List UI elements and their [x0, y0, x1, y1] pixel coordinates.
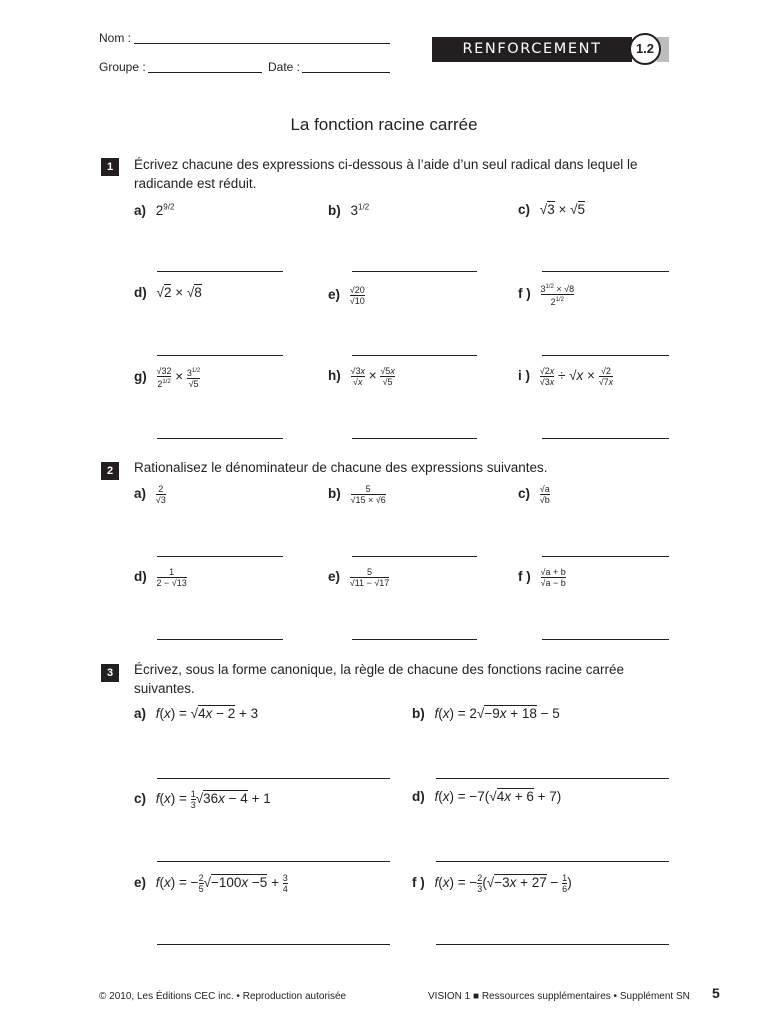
q2-e-expr: $\frac{5}{√11 - √17}$: [349, 567, 390, 588]
q1-b-label: b): [328, 202, 341, 218]
q1-item-e: [328, 285, 365, 306]
q1-item-c: [518, 202, 585, 217]
page-number: 5: [712, 985, 720, 1001]
q1-item-g: [134, 366, 200, 389]
q2-f-expr: $\frac{√a + b}{√a - b}$: [540, 567, 566, 588]
q1-g-expr: $\frac{√32}{2^{1/2}}$ × $\frac{3^{1/2}}{√5}$: [156, 366, 201, 389]
q2-item-a: [134, 484, 166, 505]
q1-c-expr: √3 × √5: [539, 202, 586, 217]
q3-b-answer-line[interactable]: [436, 778, 669, 779]
q1-d-expr: √2 × √8: [156, 285, 202, 300]
q1-e-label: e): [328, 287, 341, 303]
question-3-number: 3: [101, 664, 119, 682]
q1-c-answer-line[interactable]: [542, 271, 669, 272]
badge-number: 1.2: [629, 33, 661, 65]
q1-e-expr: $\frac{√20}{√10}$: [349, 285, 365, 306]
q1-g-label: g): [134, 369, 147, 385]
q3-item-f: [412, 873, 572, 894]
q3-item-b: [412, 706, 560, 721]
q2-d-answer-line[interactable]: [157, 639, 283, 640]
q3-d-answer-line[interactable]: [436, 861, 669, 862]
q1-b-expr: $3^{1/2}$: [350, 202, 370, 218]
q2-item-f: [518, 567, 566, 588]
q1-f-label: f ): [518, 286, 531, 302]
q1-f-answer-line[interactable]: [542, 355, 669, 356]
q1-d-answer-line[interactable]: [157, 355, 283, 356]
q3-d-expr: f(x) = −7(√4x + 6 + 7): [434, 789, 562, 804]
q2-a-answer-line[interactable]: [157, 556, 283, 557]
q1-item-d: [134, 285, 202, 300]
page-title: La fonction racine carrée: [290, 115, 478, 134]
q3-c-label: c): [134, 791, 147, 807]
q2-e-answer-line[interactable]: [352, 639, 477, 640]
question-2-number: 2: [101, 462, 119, 480]
q3-e-answer-line[interactable]: [157, 944, 390, 945]
q2-item-b: [328, 484, 386, 505]
q1-item-a: [134, 202, 174, 218]
q3-c-answer-line[interactable]: [157, 861, 390, 862]
q2-a-label: a): [134, 486, 147, 502]
q1-item-f: [518, 282, 574, 307]
q1-e-answer-line[interactable]: [352, 355, 477, 356]
q3-a-label: a): [134, 706, 147, 721]
groupe-field-line[interactable]: [148, 72, 262, 73]
q2-e-label: e): [328, 569, 341, 585]
question-2-text: Rationalisez le dénominateur de chacune des expressions suivantes.: [134, 460, 548, 475]
q3-f-expr: f(x) = − $\frac{2}{3}$ (√−3x + 27 − $\frac{1}{6}$ ): [434, 873, 572, 894]
q2-item-c: [518, 484, 550, 505]
q1-item-i: [518, 366, 613, 387]
q3-a-expr: f(x) = √4x − 2 + 3: [155, 706, 259, 721]
date-label: Date :: [268, 60, 301, 74]
q2-a-expr: $\frac{2}{√3}$: [155, 484, 166, 505]
q3-b-label: b): [412, 706, 425, 721]
q1-item-h: [328, 366, 395, 387]
footer-series: VISION 1 ■ Ressources supplémentaires • Supplément SN: [428, 991, 690, 1002]
q1-i-label: i ): [518, 368, 530, 384]
badge-label: RENFORCEMENT: [432, 37, 632, 62]
q1-i-expr: $\frac{√2x}{√3x}$ ÷ √x × $\frac{√2}{√7x}$: [539, 366, 614, 387]
q1-h-answer-line[interactable]: [352, 438, 477, 439]
question-3-text: Écrivez, sous la forme canonique, la règle de chacune des fonctions racine carrée suivantes.: [134, 662, 625, 696]
q3-b-expr: f(x) = 2√−9x + 18 − 5: [434, 706, 560, 721]
q1-b-answer-line[interactable]: [352, 271, 477, 272]
q1-a-expr: $2^{9/2}$: [155, 202, 175, 218]
q1-h-label: h): [328, 368, 341, 384]
groupe-label: Groupe :: [99, 60, 146, 74]
q3-a-answer-line[interactable]: [157, 778, 390, 779]
q1-a-answer-line[interactable]: [157, 271, 283, 272]
renforcement-badge: [432, 37, 669, 62]
q3-d-label: d): [412, 789, 425, 804]
q2-c-label: c): [518, 486, 531, 502]
nom-label: Nom :: [99, 31, 132, 45]
q2-d-expr: $\frac{1}{2 - √13}$: [156, 567, 187, 588]
q2-f-answer-line[interactable]: [542, 639, 669, 640]
q3-item-a: [134, 706, 258, 721]
q3-c-expr: f(x) = $\frac{1}{3}$ √36x − 4 + 1: [155, 789, 271, 810]
q2-item-e: [328, 567, 389, 588]
q1-a-label: a): [134, 202, 147, 218]
q3-e-label: e): [134, 875, 147, 891]
q1-c-label: c): [518, 202, 531, 217]
q2-f-label: f ): [518, 569, 531, 585]
q2-d-label: d): [134, 569, 147, 585]
question-1-text: Écrivez chacune des expressions ci-dessous à l’aide d’un seul radical dans lequel le radicande est réduit.: [134, 157, 638, 191]
q2-b-label: b): [328, 486, 341, 502]
q2-c-answer-line[interactable]: [542, 556, 669, 557]
q3-f-label: f ): [412, 875, 425, 891]
q1-f-expr: $\frac{3^{1/2} \times √8}{2^{1/2}}$: [540, 284, 575, 307]
footer-copyright: © 2010, Les Éditions CEC inc. • Reproduction autorisée: [99, 991, 347, 1002]
q1-i-answer-line[interactable]: [542, 438, 669, 439]
q3-e-expr: f(x) = − $\frac{2}{5}$ √−100x −5 + $\frac{3}{4}$: [155, 873, 288, 894]
question-1-number: 1: [101, 158, 119, 176]
q2-c-expr: $\frac{√a}{√b}$: [539, 484, 550, 505]
q1-h-expr: $\frac{√3x}{√x}$ × $\frac{√5x}{√5}$: [350, 366, 395, 387]
q1-g-answer-line[interactable]: [157, 438, 283, 439]
q1-item-b: [328, 202, 369, 218]
q3-item-e: [134, 873, 288, 894]
nom-field-line[interactable]: [134, 43, 390, 44]
q3-item-d: [412, 789, 561, 804]
q2-b-answer-line[interactable]: [352, 556, 477, 557]
q2-item-d: [134, 567, 187, 588]
q1-d-label: d): [134, 285, 147, 300]
q3-f-answer-line[interactable]: [436, 944, 669, 945]
date-field-line[interactable]: [302, 72, 390, 73]
q3-item-c: [134, 789, 271, 810]
q2-b-expr: $\frac{5}{√15 \times √6}$: [350, 484, 386, 505]
